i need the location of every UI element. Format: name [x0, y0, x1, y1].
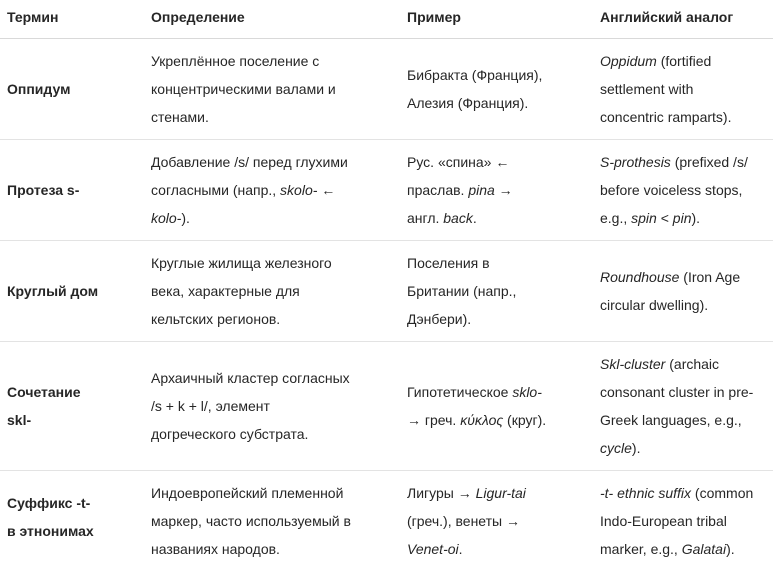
- text-segment: концентрическими валами и: [151, 81, 336, 97]
- text-segment: Укреплённое поселение с: [151, 53, 320, 69]
- english-cell: [600, 47, 770, 131]
- term-cell: [7, 277, 127, 305]
- table-row: [0, 471, 773, 575]
- italic-term: skolo-: [280, 182, 318, 198]
- italic-term: S-prothesis: [600, 154, 671, 170]
- italic-term: Ligur-tai: [475, 485, 526, 501]
- text-segment: догреческого субстрата.: [151, 426, 309, 442]
- table-body: [0, 39, 773, 575]
- italic-term: pin: [672, 210, 692, 226]
- text-segment: ).: [726, 541, 735, 557]
- text-segment: Поселения в: [407, 255, 490, 271]
- header-definition: Определение: [151, 9, 245, 25]
- italic-term: Venet-oi: [407, 541, 459, 557]
- english-line: [600, 434, 770, 462]
- text-segment: e.g.,: [600, 210, 632, 226]
- text-segment: ).: [631, 440, 641, 456]
- text-segment: Добавление /s/ перед глухими: [151, 154, 348, 170]
- definition-line: [151, 103, 387, 131]
- italic-term: kolo-: [151, 210, 182, 226]
- italic-term: back: [443, 210, 473, 226]
- term-cell: [7, 176, 127, 204]
- example-cell: [407, 378, 577, 434]
- term-cell: [7, 75, 127, 103]
- english-line: [600, 176, 770, 204]
- italic-term: Roundhouse: [600, 269, 680, 285]
- table-header: [0, 0, 773, 39]
- definition-line: [151, 176, 387, 204]
- definition-line: [151, 392, 387, 420]
- example-line: [407, 89, 577, 117]
- english-line: [600, 148, 770, 176]
- definition-line: [151, 75, 387, 103]
- text-segment: маркер, часто используемый в: [151, 513, 351, 529]
- text-segment: Британии (напр.,: [407, 283, 517, 299]
- english-line: [600, 75, 770, 103]
- text-segment: Архаичный кластер согласных: [151, 370, 350, 386]
- example-line: [407, 61, 577, 89]
- header-example: Пример: [407, 9, 461, 25]
- italic-term: Galatai: [681, 541, 727, 557]
- text-segment: consonant cluster in pre-: [600, 384, 754, 400]
- text-segment: века, характерные для: [151, 283, 300, 299]
- text-segment: before voiceless stops,: [600, 182, 743, 198]
- english-cell: [600, 350, 770, 462]
- english-line: [600, 507, 770, 535]
- example-cell: [407, 249, 577, 333]
- text-segment: .: [458, 541, 463, 557]
- text-segment: (archaic: [665, 356, 720, 372]
- text-segment: Лигуры →: [407, 485, 476, 501]
- text-segment: праслав.: [407, 182, 469, 198]
- term-cell: [7, 378, 127, 434]
- text-segment: marker, e.g.,: [600, 541, 682, 557]
- text-segment: ).: [691, 210, 701, 226]
- definition-cell: [151, 249, 387, 333]
- table-row: [0, 342, 773, 471]
- italic-term: Oppidum: [600, 53, 657, 69]
- table-row: [0, 241, 773, 342]
- example-line: [407, 535, 577, 563]
- text-segment: concentric ramparts).: [600, 109, 732, 125]
- text-segment: → греч.: [407, 412, 461, 428]
- text-segment: (круг).: [503, 412, 547, 428]
- italic-term: spin: [631, 210, 657, 226]
- text-segment: названиях народов.: [151, 541, 280, 557]
- example-line: [407, 148, 577, 176]
- text-segment: .: [472, 210, 477, 226]
- italic-term: κύκλος: [460, 412, 504, 428]
- text-segment: (греч.), венеты →: [407, 513, 520, 529]
- text-segment: Рус. «спина» ←: [407, 154, 510, 170]
- text-segment: (fortified: [656, 53, 712, 69]
- text-segment: Круглые жилища железного: [151, 255, 332, 271]
- example-cell: [407, 61, 577, 117]
- term-line: Круглый дом: [7, 283, 99, 299]
- definition-line: [151, 277, 387, 305]
- definition-cell: [151, 364, 387, 448]
- text-segment: Бибракта (Франция),: [407, 67, 543, 83]
- term-line: в этнонимах: [7, 523, 94, 539]
- definition-cell: [151, 148, 387, 232]
- english-line: [600, 479, 770, 507]
- text-segment: ).: [181, 210, 190, 226]
- term-line: Сочетание: [7, 384, 81, 400]
- term-line: Суффикс -t-: [7, 495, 91, 511]
- table-row: [0, 140, 773, 241]
- text-segment: Гипотетическое: [407, 384, 513, 400]
- example-cell: [407, 479, 577, 563]
- english-line: [600, 535, 770, 563]
- text-segment: Индоевропейский племенной: [151, 485, 344, 501]
- english-line: [600, 103, 770, 131]
- example-line: [407, 479, 577, 507]
- text-segment: /s + k + l/, элемент: [151, 398, 270, 414]
- definition-cell: [151, 479, 387, 563]
- english-line: [600, 263, 770, 291]
- example-line: [407, 204, 577, 232]
- text-segment: согласными (напр.,: [151, 182, 281, 198]
- english-line: [600, 291, 770, 319]
- example-line: [407, 406, 577, 434]
- header-term: Термин: [7, 9, 59, 25]
- italic-term: sklo-: [512, 384, 542, 400]
- text-segment: (common: [691, 485, 754, 501]
- english-line: [600, 204, 770, 232]
- definition-cell: [151, 47, 387, 131]
- definition-line: [151, 204, 387, 232]
- text-segment: Indo-European tribal: [600, 513, 727, 529]
- definition-line: [151, 47, 387, 75]
- text-segment: Дэнбери).: [407, 311, 472, 327]
- english-cell: [600, 148, 770, 232]
- definition-line: [151, 364, 387, 392]
- example-line: [407, 277, 577, 305]
- text-segment: англ.: [407, 210, 444, 226]
- text-segment: ←: [317, 182, 336, 198]
- definition-line: [151, 479, 387, 507]
- english-line: [600, 378, 770, 406]
- term-line: Протеза s-: [7, 182, 80, 198]
- text-segment: (Iron Age: [679, 269, 741, 285]
- text-segment: →: [494, 182, 513, 198]
- italic-term: Skl-cluster: [600, 356, 666, 372]
- definition-line: [151, 249, 387, 277]
- italic-term: -t- ethnic suffix: [600, 485, 692, 501]
- definition-line: [151, 507, 387, 535]
- example-line: [407, 305, 577, 333]
- table-row: [0, 39, 773, 140]
- definition-line: [151, 535, 387, 563]
- english-line: [600, 47, 770, 75]
- text-segment: circular dwelling).: [600, 297, 709, 313]
- english-cell: [600, 263, 770, 319]
- text-segment: Алезия (Франция).: [407, 95, 529, 111]
- english-cell: [600, 479, 770, 563]
- text-segment: <: [656, 210, 673, 226]
- term-cell: [7, 489, 127, 545]
- example-line: [407, 507, 577, 535]
- text-segment: settlement with: [600, 81, 694, 97]
- header-english: Английский аналог: [600, 9, 734, 25]
- definition-line: [151, 420, 387, 448]
- term-line: skl-: [7, 412, 32, 428]
- example-line: [407, 176, 577, 204]
- text-segment: (prefixed /s/: [670, 154, 748, 170]
- example-line: [407, 378, 577, 406]
- text-segment: Greek languages, e.g.,: [600, 412, 742, 428]
- english-line: [600, 350, 770, 378]
- text-segment: кельтских регионов.: [151, 311, 281, 327]
- example-cell: [407, 148, 577, 232]
- italic-term: cycle: [600, 440, 632, 456]
- term-line: Оппидум: [7, 81, 71, 97]
- definition-line: [151, 305, 387, 333]
- english-line: [600, 406, 770, 434]
- text-segment: стенами.: [151, 109, 209, 125]
- italic-term: pina: [468, 182, 495, 198]
- definition-line: [151, 148, 387, 176]
- example-line: [407, 249, 577, 277]
